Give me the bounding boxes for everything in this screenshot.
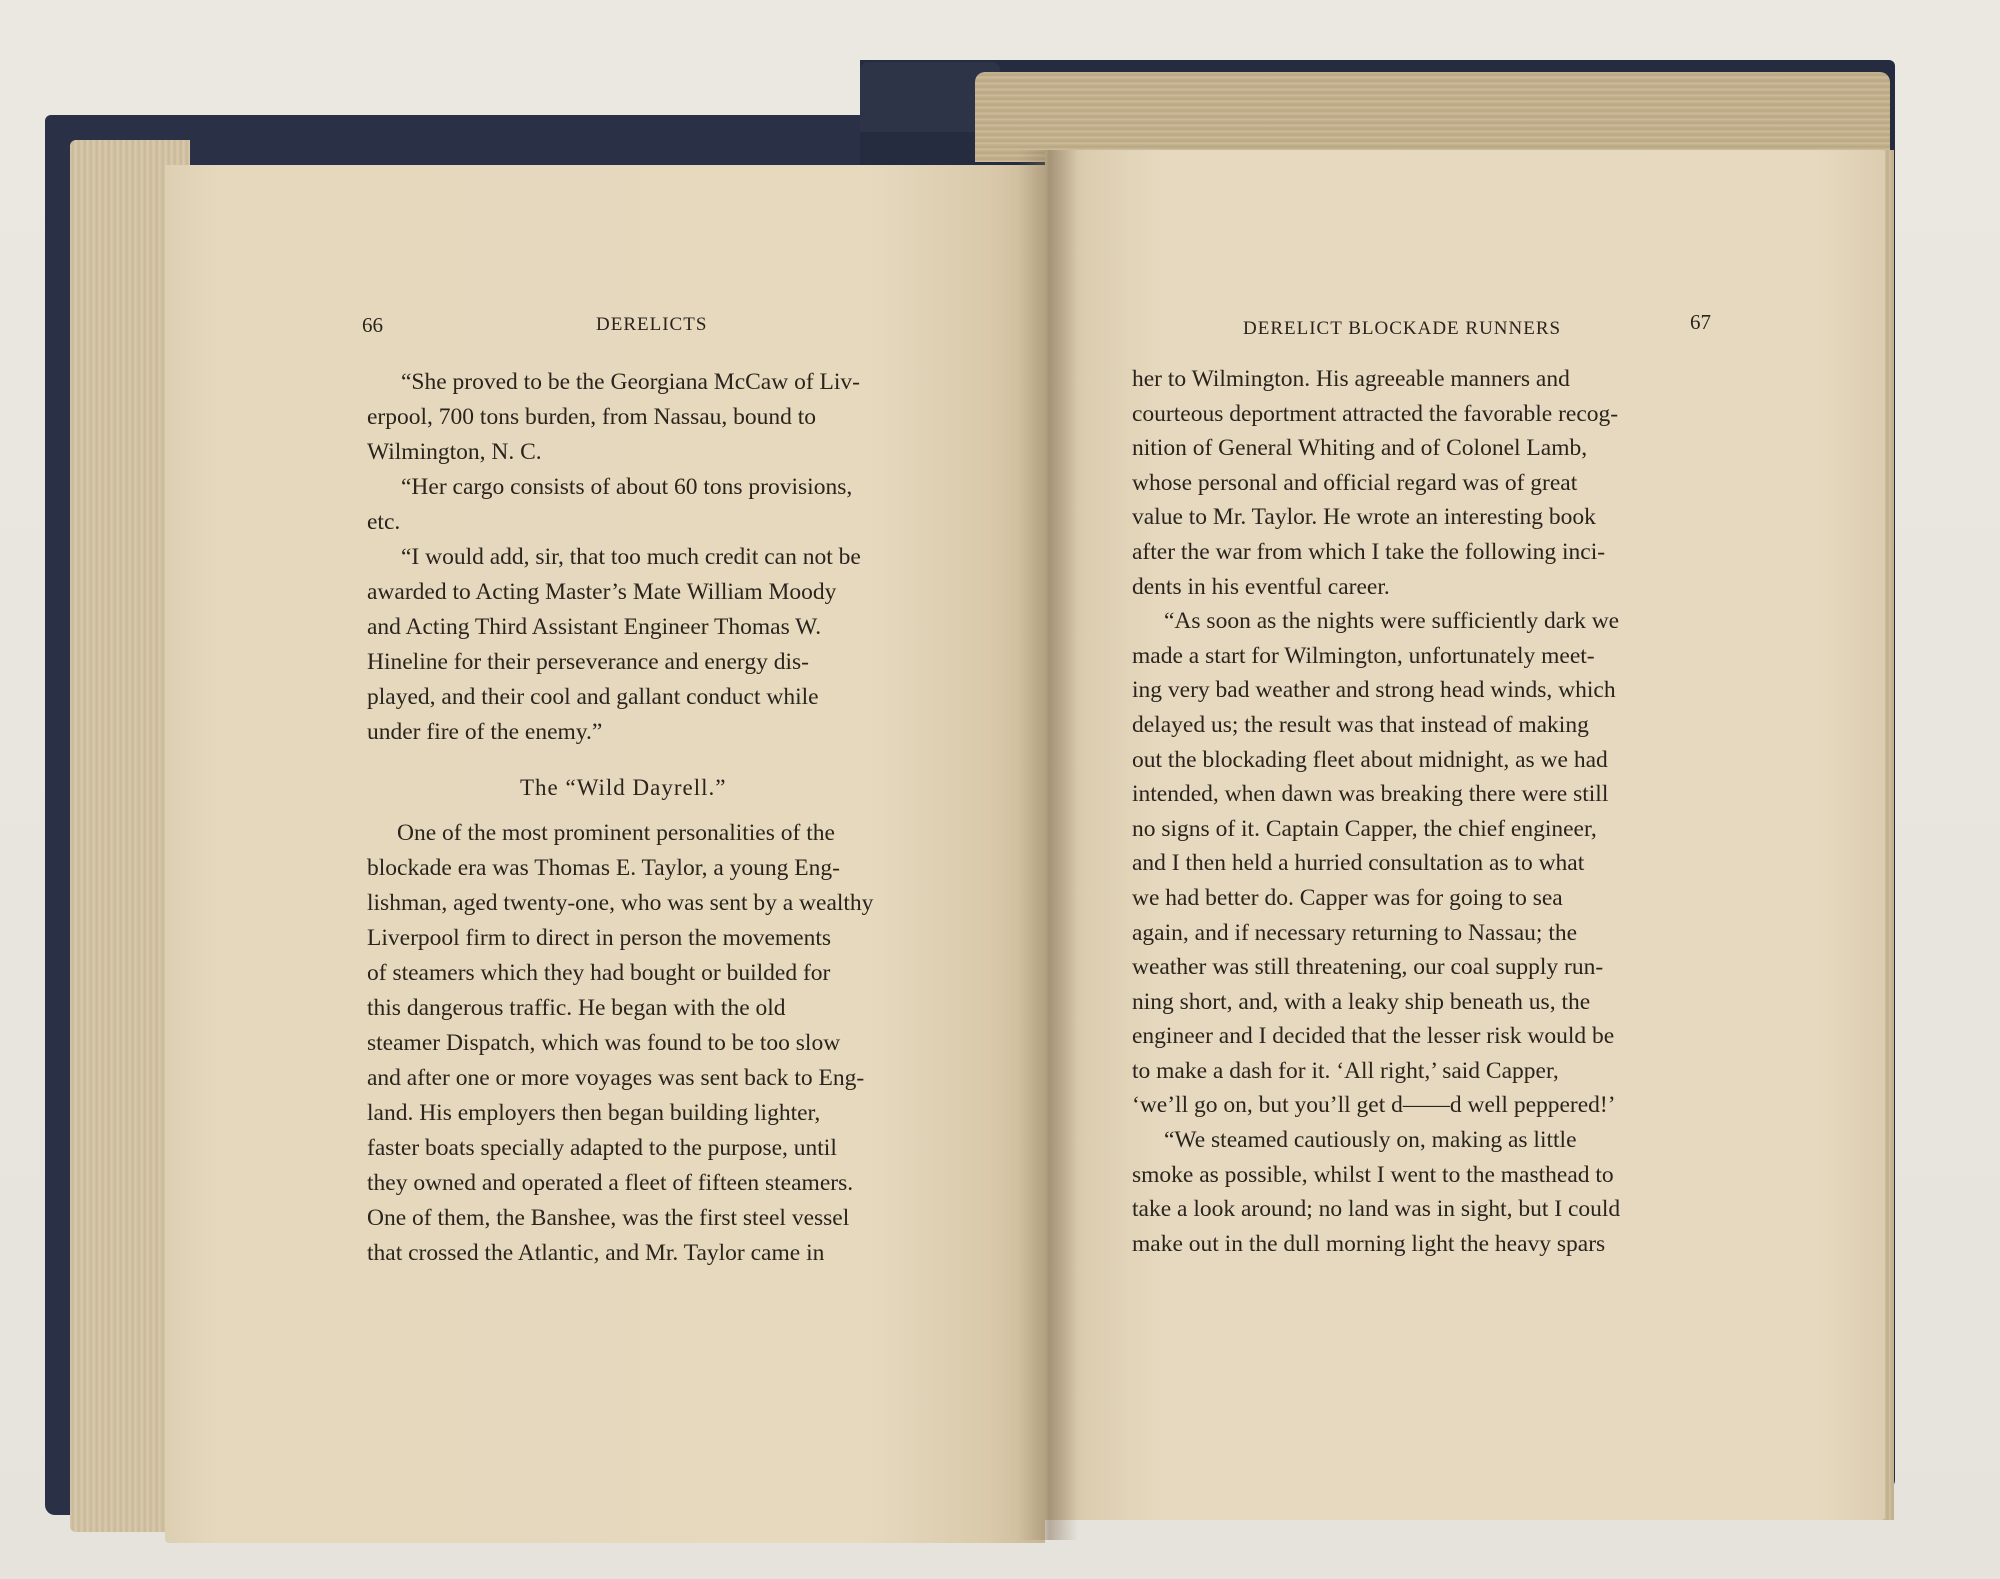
text-line: take a look around; no land was in sight, but I could — [1132, 1196, 1621, 1223]
text-line: after the war from which I take the following inci- — [1132, 538, 1606, 565]
text-line: “As soon as the nights were sufficiently dark we — [1164, 608, 1620, 635]
text-line: ‘we’ll go on, but you’ll get d——d well peppered!’ — [1132, 1092, 1616, 1119]
text-line: her to Wilmington. His agreeable manners and — [1132, 366, 1570, 392]
text-line: out the blockading fleet about midnight, as we had — [1132, 746, 1608, 773]
text-line: under fire of the enemy.” — [367, 719, 603, 745]
text-line: “Her cargo consists of about 60 tons provisions, — [401, 474, 853, 500]
text-line: value to Mr. Taylor. He wrote an interesting book — [1132, 504, 1596, 531]
page-number-left: 66 — [362, 313, 383, 337]
text-line: intended, when dawn was breaking there were still — [1132, 781, 1609, 808]
text-line: One of them, the Banshee, was the first steel vessel — [367, 1205, 850, 1231]
text-line: erpool, 700 tons burden, from Nassau, bound to — [367, 404, 817, 430]
text-line: of steamers which they had bought or builded for — [367, 960, 831, 986]
text-line: “I would add, sir, that too much credit can not be — [401, 544, 861, 570]
text-line: no signs of it. Captain Capper, the chief engineer, — [1132, 815, 1597, 842]
text-line: this dangerous traffic. He began with the old — [367, 995, 786, 1021]
running-head-left: DERELICTS — [596, 314, 708, 335]
page-edges-top — [975, 72, 1890, 162]
text-line: “She proved to be the Georgiana McCaw of Liv- — [401, 369, 860, 395]
text-line: etc. — [367, 509, 401, 535]
text-line: delayed us; the result was that instead of making — [1132, 711, 1589, 738]
text-line: played, and their cool and gallant conduct while — [367, 684, 819, 710]
text-line: ing very bad weather and strong head winds, which — [1132, 677, 1616, 704]
section-heading: The “Wild Dayrell.” — [520, 775, 727, 800]
text-line: that crossed the Atlantic, and Mr. Taylor came in — [367, 1240, 825, 1266]
text-line: faster boats specially adapted to the purpose, until — [367, 1135, 837, 1161]
text-line: ning short, and, with a leaky ship beneath us, the — [1132, 988, 1591, 1015]
text-line: dents in his eventful career. — [1132, 573, 1390, 600]
text-line: nition of General Whiting and of Colonel Lamb, — [1132, 435, 1588, 462]
page-number-right: 67 — [1690, 310, 1711, 334]
text-line: we had better do. Capper was for going to sea — [1132, 884, 1563, 911]
text-line: land. His employers then began building lighter, — [367, 1100, 821, 1126]
text-line: Liverpool firm to direct in person the movements — [367, 925, 832, 951]
text-line: to make a dash for it. ‘All right,’ said Capper, — [1132, 1057, 1559, 1084]
running-head-right: DERELICT BLOCKADE RUNNERS — [1243, 318, 1562, 339]
text-line: weather was still threatening, our coal supply run- — [1132, 954, 1604, 981]
text-line: awarded to Acting Master’s Mate William Moody — [367, 579, 837, 605]
text-line: courteous deportment attracted the favorable recog- — [1132, 400, 1619, 427]
text-line: make out in the dull morning light the heavy spars — [1132, 1230, 1606, 1257]
text-line: smoke as possible, whilst I went to the masthead to — [1132, 1161, 1614, 1188]
text-line: One of the most prominent personalities of the — [397, 820, 835, 846]
left-page-text-top — [367, 365, 955, 750]
text-line: steamer Dispatch, which was found to be too slow — [367, 1030, 841, 1056]
left-page-text-bottom — [367, 816, 955, 1271]
text-line: made a start for Wilmington, unfortunately meet- — [1132, 642, 1595, 669]
right-page-text — [1132, 362, 1717, 1261]
text-line: lishman, aged twenty-one, who was sent by a wealthy — [367, 890, 874, 916]
text-line: blockade era was Thomas E. Taylor, a young Eng- — [367, 855, 840, 881]
text-line: again, and if necessary returning to Nassau; the — [1132, 919, 1578, 946]
text-line: engineer and I decided that the lesser risk would be — [1132, 1023, 1615, 1050]
text-line: and Acting Third Assistant Engineer Thomas W. — [367, 614, 822, 640]
text-line: and I then held a hurried consultation as to what — [1132, 850, 1585, 877]
book-gutter — [1018, 150, 1078, 1540]
text-line: they owned and operated a fleet of fifteen steamers. — [367, 1170, 854, 1196]
text-line: whose personal and official regard was of great — [1132, 469, 1578, 496]
text-line: Hineline for their perseverance and energy dis- — [367, 649, 809, 675]
text-line: “We steamed cautiously on, making as little — [1164, 1127, 1577, 1154]
text-line: and after one or more voyages was sent back to Eng- — [367, 1065, 865, 1091]
text-line: Wilmington, N. C. — [367, 439, 542, 465]
